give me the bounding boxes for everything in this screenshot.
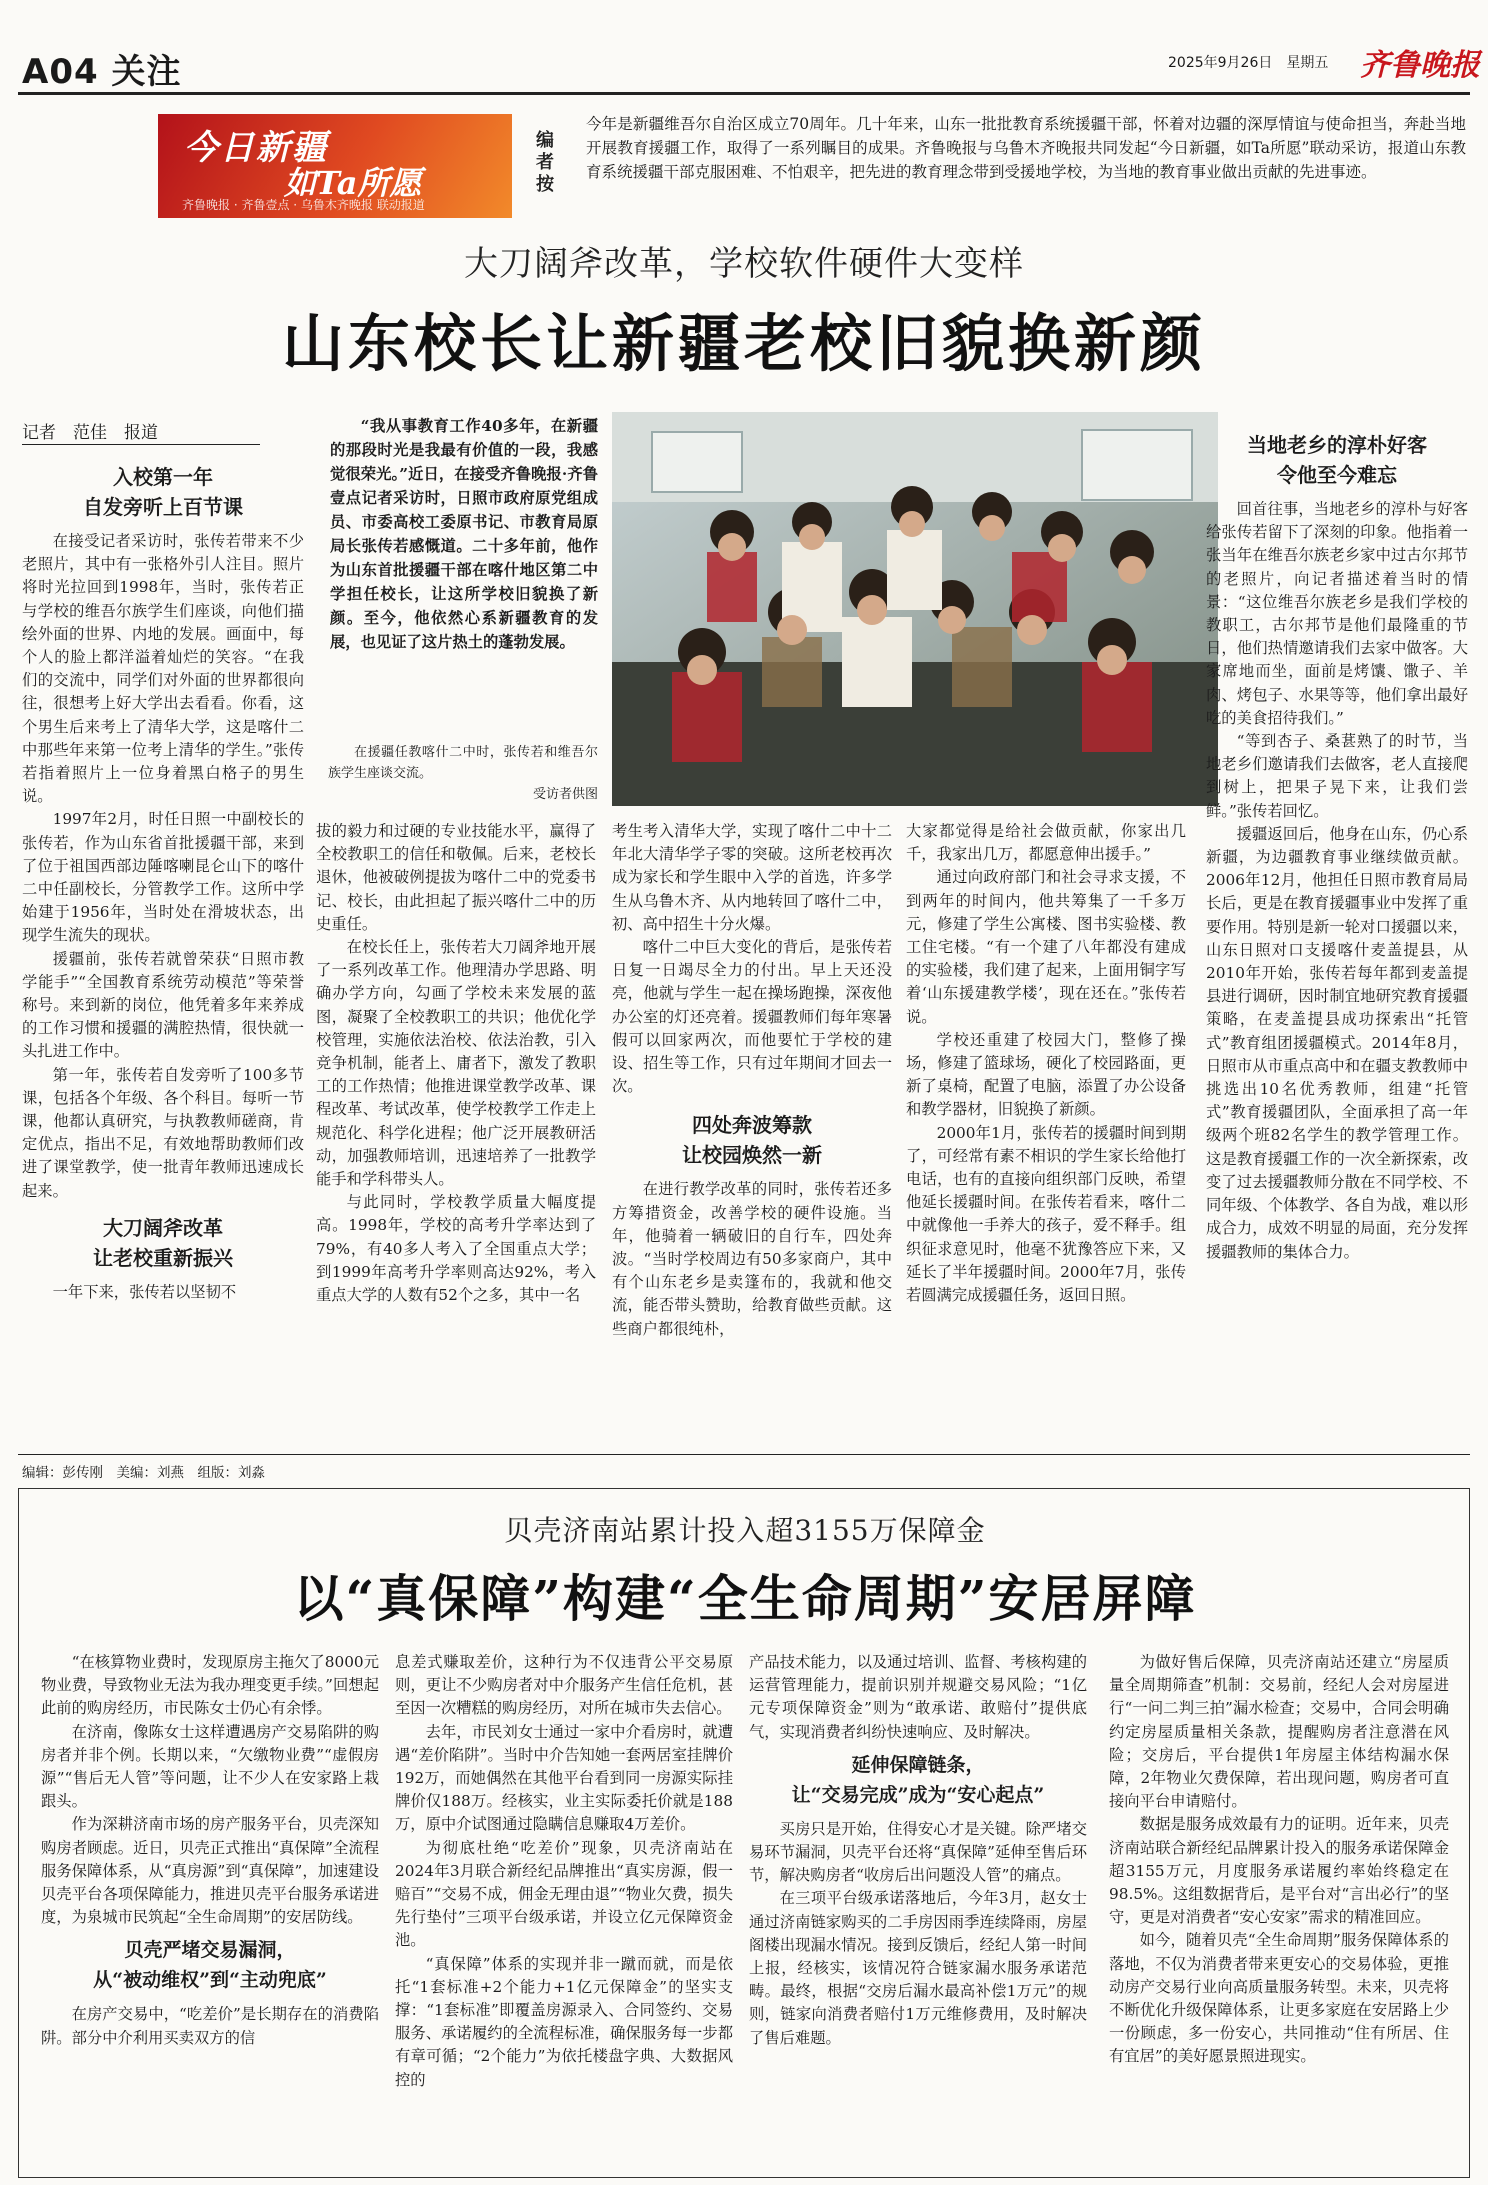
paragraph: 在三项平台级承诺落地后，今年3月，赵女士通过济南链家购买的二手房因雨季连续降雨，房屋阁楼出现漏水情况。接到反馈后，经纪人第一时间上报，经核实，该情况符合链家漏水服务承诺范畴。最终，根据“交房后漏水最高补偿1万元”的规则，链家向消费者赔付1万元维修费用，及时解决了售后难题。 — [749, 1889, 1087, 2047]
article2-subhead: 贝壳济南站累计投入超3155万保障金 — [504, 1514, 986, 1547]
lead-quote — [330, 414, 598, 724]
section-heading-2: 大刀阔斧改革 让老校重新振兴 — [93, 1215, 233, 1270]
paragraph: 在进行教学改革的同时，张传若还多方筹措资金，改善学校的硬件设施。当年，他骑着一辆破旧的自行车，四处奔波。“当时学校周边有50多家商户，其中有个山东老乡是卖篷布的，我就和他交流，能否带头赞助，给教育做些贡献。这些商户都很纯朴， — [612, 1180, 892, 1338]
article1-byline: 记者 范佳 报道 — [22, 423, 158, 443]
article2-section-heading-2: 延伸保障链条， 让“交易完成”成为“安心起点” — [791, 1753, 1045, 1806]
editor-note-label: 编者按 — [536, 130, 554, 195]
paragraph: 学校还重建了校园大门，整修了操场，修建了篮球场，硬化了校园路面，更新了桌椅，配置了电脑，添置了办公设备和教学器材，旧貌换了新颜。 — [906, 1030, 1186, 1119]
paragraph: 大家都觉得是给社会做贡献，你家出几千，我家出几万，都愿意伸出援手。” — [906, 822, 1186, 864]
section-heading-4: 当地老乡的淳朴好客 令他至今难忘 — [1247, 433, 1427, 487]
article1-column-2 — [316, 820, 596, 1446]
article2-section-heading-1: 贝壳严堵交易漏洞， 从“被动维权”到“主动兜底” — [93, 1939, 327, 1992]
paragraph: 考生考入清华大学，实现了喀什二中十二年北大清华学子零的突破。这所老校再次成为家长和学生眼中入学的首选，许多学生从乌鲁木齐、从内地转回了喀什二中，初、高中招生十分火爆。 — [612, 822, 892, 933]
paragraph: 拔的毅力和过硬的专业技能水平，赢得了全校教职工的信任和敬佩。后来，老校长退休，他被破例提拔为喀什二中的党委书记、校长，由此担起了振兴喀什二中的历史重任。 — [316, 822, 596, 933]
paragraph: 在济南，像陈女士这样遭遇房产交易陷阱的购房者并非个例。长期以来，“欠缴物业费”“虚假房源”“售后无人管”等问题，让不少人在安家路上栽跟头。 — [41, 1722, 379, 1811]
page-section-label: A04 关注 — [22, 52, 182, 92]
editor-credit: 编辑：彭传刚 美编：刘燕 组版：刘淼 — [22, 1465, 265, 1481]
paragraph: “等到杏子、桑葚熟了的时节，当地老乡们邀请我们去做客，老人直接爬到树上，把果子晃下来，让我们尝鲜。”张传若回忆。 — [1206, 732, 1468, 820]
paragraph: 在接受记者采访时，张传若带来不少老照片，其中有一张格外引人注目。照片将时光拉回到1998年，当时，张传若正与学校的维吾尔族学生们座谈，向他们描绘外面的世界、内地的发展。画面中，每个人的脸上都洋溢着灿烂的笑容。“在我们的交流中，同学们对外面的世界都很向往，很想考上好大学出去看看。你看，这个男生后来考上了清华大学，这是喀什二中那些年来第一位考上清华的学生。”张传若指着照片上一位身着黑白格子的男生说。 — [22, 532, 304, 806]
article2-column-2 — [395, 1651, 733, 2167]
paragraph: 数据是服务成效最有力的证明。近年来，贝壳济南站联合新经纪品牌累计投入的服务承诺保障金超3155万元，月度服务承诺履约率始终稳定在98.5%。这组数据背后，是平台对“言出必行”的坚守，更是对消费者“安心安家”需求的精准回应。 — [1109, 1815, 1449, 1927]
article1-headline: 山东校长让新疆老校旧貌换新颜 — [281, 307, 1206, 380]
article2-box — [18, 1488, 1470, 2178]
newspaper-logo: 齐鲁晚报 — [1360, 48, 1480, 83]
paragraph: 作为深耕济南市场的房产服务平台，贝壳深知购房者顾虑。近日，贝壳正式推出“真保障”全流程服务保障体系，从“真房源”到“真保障”，加速建设贝壳平台各项保障能力，推进贝壳平台服务承诺进度，为泉城市民筑起“全生命周期”的安居防线。 — [41, 1815, 379, 1927]
article2-headline: 以“真保障”构建“全生命周期”安居屏障 — [293, 1569, 1197, 1628]
banner-line-2: 如Ta所愿 — [284, 164, 422, 202]
paragraph: 如今，随着贝壳“全生命周期”服务保障体系的落地，不仅为消费者带来更安心的交易体验，更推动房产交易行业向高质量服务转型。未来，贝壳将不断优化升级保障体系，让更多家庭在安居路上少一份顾虑，多一份安心，共同推动“住有所居、住有宜居”的美好愿景照进现实。 — [1109, 1931, 1449, 2066]
paragraph: 1997年2月，时任日照一中副校长的张传若，作为山东省首批援疆干部，来到了位于祖国西部边陲喀喇昆仑山下的喀什二中任副校长，分管教学工作。这所中学始建于1956年，当时处在滑坡状态，出现学生流失的现状。 — [22, 810, 304, 945]
photo-credit: 受访者供图 — [532, 787, 598, 802]
photo-caption — [328, 742, 598, 805]
banner-line-3: 齐鲁晚报 · 齐鲁壹点 · 乌鲁木齐晚报 联动报道 — [182, 198, 425, 212]
paragraph: “真保障”体系的实现并非一蹴而就，而是依托“1套标准+2个能力+1亿元保障金”的坚实支撑：“1套标准”即覆盖房源录入、合同签约、交易服务、承诺履约的全流程标准，确保服务每一步都有章可循；“2个能力”为依托楼盘字典、大数据风控的 — [395, 1954, 733, 2089]
series-banner — [158, 114, 512, 218]
byline-rule — [22, 444, 260, 445]
paragraph: 喀什二中巨大变化的背后，是张传若日复一日竭尽全力的付出。早上天还没亮，他就与学生一起在操场跑操，深夜他办公室的灯还亮着。援疆教师们每年寒暑假可以回家两次，而他要忙于学校的建设、招生等工作，只有过年期间才回去一次。 — [612, 938, 892, 1096]
issue-date: 2025年9月26日 星期五 — [1168, 55, 1329, 71]
paragraph: 息差式赚取差价，这种行为不仅违背公平交易原则，更让不少购房者对中介服务产生信任危机，甚至因一次糟糕的购房经历，对所在城市失去信心。 — [395, 1653, 733, 1718]
editor-note-text: 今年是新疆维吾尔自治区成立70周年。几十年来，山东一批批教育系统援疆干部，怀着对边疆的深厚情谊与使命担当，奔赴当地开展教育援疆工作，取得了一系列瞩目的成果。齐鲁晚报与乌鲁木齐晚报共同发起“今日新疆，如Ta所愿”联动采访，报道山东教育系统援疆干部克服困难、不怕艰辛，把先进的教育理念带到受援地学校，为当地的教育事业做出贡献的先进事迹。 — [586, 115, 1466, 181]
article1-column-4 — [906, 820, 1186, 1446]
article2-column-3 — [749, 1651, 1087, 2167]
section-heading-3: 四处奔波筹款 让校园焕然一新 — [682, 1113, 822, 1168]
paragraph: 第一年，张传若自发旁听了100多节课，包括各个年级、各个科目。每听一节课，他都认真研究，与执教教师磋商，肯定优点，指出不足，有效地帮助教师们改进了课堂教学，使一批青年教师迅速成长起来。 — [22, 1065, 304, 1200]
paragraph: 回首往事，当地老乡的淳朴与好客给张传若留下了深刻的印象。他指着一张当年在维吾尔族老乡家中过古尔邦节的老照片，向记者描述着当时的情景：“这位维吾尔族老乡是我们学校的教职工，古尔邦节是他们最隆重的节日，他们热情邀请我们去家中做客。大家席地而坐，面前是烤馕、馓子、羊肉、烤包子、水果等等，他们拿出最好吃的美食招待我们。” — [1206, 500, 1468, 727]
lead-quote-text: “我从事教育工作40多年，在新疆的那段时光是我最有价值的一段，我感觉很荣光。”近日，在接受齐鲁晚报·齐鲁壹点记者采访时，日照市政府原党组成员、市委高校工委原书记、市教育局原局长张传若感慨道。二十多年前，他作为山东首批援疆干部在喀什地区第二中学担任校长，让这所学校旧貌换了新颜。至今，他依然心系新疆教育的发展，也见证了这片热土的蓬勃发展。 — [330, 417, 598, 651]
header-rule — [18, 92, 1470, 95]
section-heading-1: 入校第一年 自发旁听上百节课 — [83, 465, 243, 519]
paragraph: 援疆返回后，他身在山东，仍心系新疆，为边疆教育事业继续做贡献。2006年12月，他担任日照市教育局局长后，更是在教育援疆事业中发挥了重要作用。特别是新一轮对口援疆以来，山东日照对口支援喀什麦盖提县，从2010年开始，张传若每年都到麦盖提县进行调研，因时制宜地研究教育援疆策略，在麦盖提县成功探索出“托管式”教育组团援疆模式。2014年8月，日照市从市重点高中和在疆支教教师中挑选出10名优秀教师，组建“托管式”教育援疆团队，全面承担了高一年级两个班82名学生的教学管理工作。这是教育援疆工作的一次全新探索，改变了过去援疆教师分散在不同学校、不同年级、个体教学、各自为战，难以形成合力，成效不明显的局面，充分发挥援疆教师的集体合力。 — [1206, 824, 1468, 1261]
paragraph: 在房产交易中，“吃差价”是长期存在的消费陷阱。部分中介利用买卖双方的信 — [41, 2005, 379, 2047]
paragraph: 为彻底杜绝“吃差价”现象，贝壳济南站在2024年3月联合新经纪品牌推出“真实房源，假一赔百”“交易不成，佣金无理由退”“物业欠费，损失先行垫付”三项平台级承诺，并设立亿元保障资金池。 — [395, 1838, 733, 1950]
article2-column-4 — [1109, 1651, 1449, 2167]
paragraph: 通过向政府部门和社会寻求支援，不到两年的时间内，他共筹集了一千多万元，修建了学生公寓楼、图书实验楼、教工住宅楼。“有一个建了八年都没有建成的实验楼，我们建了起来，上面用铜字写着‘山东援建教学楼’，现在还在。”张传若说。 — [906, 868, 1186, 1026]
paragraph: 去年，市民刘女士通过一家中介看房时，就遭遇“差价陷阱”。当时中介告知她一套两居室挂牌价192万，而她偶然在其他平台看到同一房源实际挂牌价仅188万。经核实，业主实际委托价就是188万，原中介试图通过隐瞒信息赚取4万差价。 — [395, 1722, 733, 1834]
paragraph: 与此同时，学校教学质量大幅度提高。1998年，学校的高考升学率达到了79%，有40多人考入了全国重点大学；到1999年高考升学率则高达92%，考入重点大学的人数有52个之多，其中一名 — [316, 1193, 596, 1305]
paragraph: 产品技术能力，以及通过培训、监督、考核构建的运营管理能力，提前识别并规避交易风险；“1亿元专项保障资金”则为“敢承诺、敢赔付”提供底气，实现消费者纠纷快速响应、及时解决。 — [749, 1653, 1087, 1741]
paragraph: 为做好售后保障，贝壳济南站还建立“房屋质量全周期筛查”机制：交易前，经纪人会对房屋进行“一问二判三拍”漏水检查；交易中，合同会明确约定房屋质量相关条款，提醒购房者注意潜在风险；交房后，平台提供1年房屋主体结构漏水保障，2年物业欠费保障，若出现问题，购房者可直接向平台申请赔付。 — [1109, 1653, 1449, 1811]
article1-column-3 — [612, 820, 892, 1446]
article1-column-1 — [22, 456, 304, 1446]
article1-subhead: 大刀阔斧改革，学校软件硬件大变样 — [464, 244, 1024, 284]
paragraph: 在校长任上，张传若大刀阔斧地开展了一系列改革工作。他理清办学思路、明确办学方向，勾画了学校未来发展的蓝图，凝聚了全校教职工的共识；他优化学校管理，实施依法治校、依法治教，引入竞争机制，能者上、庸者下，激发了教职工的工作热情；他推进课堂教学改革、课程改革、考试改革，使学校教学工作走上规范化、科学化进程；他广泛开展教研活动，加强教师培训，迅速培养了一批教学能手和学科带头人。 — [316, 938, 596, 1189]
paragraph: 2000年1月，张传若的援疆时间到期了，可经常有素不相识的学生家长给他打电话，也有的直接向组织部门反映，希望他延长援疆时间。在张传若看来，喀什二中就像他一手养大的孩子，爱不释手。组织征求意见时，他毫不犹豫答应下来，又延长了半年援疆时间。2000年7月，张传若圆满完成援疆任务，返回日照。 — [906, 1123, 1186, 1305]
photo-caption-text: 在援疆任教喀什二中时，张传若和维吾尔族学生座谈交流。 — [328, 745, 598, 781]
article2-column-1 — [41, 1651, 379, 2167]
paragraph: 买房只是开始，住得安心才是关键。除严堵交易环节漏洞，贝壳平台还将“真保障”延伸至售后环节，解决购房者“收房后出问题没人管”的痛点。 — [749, 1819, 1087, 1885]
banner-line-1: 今日新疆 — [184, 128, 328, 168]
article1-column-5 — [1206, 424, 1468, 1446]
paragraph: 援疆前，张传若就曾荣获“日照市教学能手”“全国教育系统劳动模范”等荣誉称号。来到新的岗位，他凭着多年来养成的工作习惯和援疆的满腔热情，很快就一头扎进工作中。 — [22, 949, 304, 1061]
paragraph: 一年下来，张传若以坚韧不 — [52, 1282, 237, 1301]
credit-rule — [18, 1454, 1470, 1455]
paragraph: “在核算物业费时，发现原房主拖欠了8000元物业费，导致物业无法为我办理变更手续。”回想起此前的购房经历，市民陈女士仍心有余悸。 — [41, 1653, 379, 1718]
article1-photo — [612, 412, 1218, 806]
